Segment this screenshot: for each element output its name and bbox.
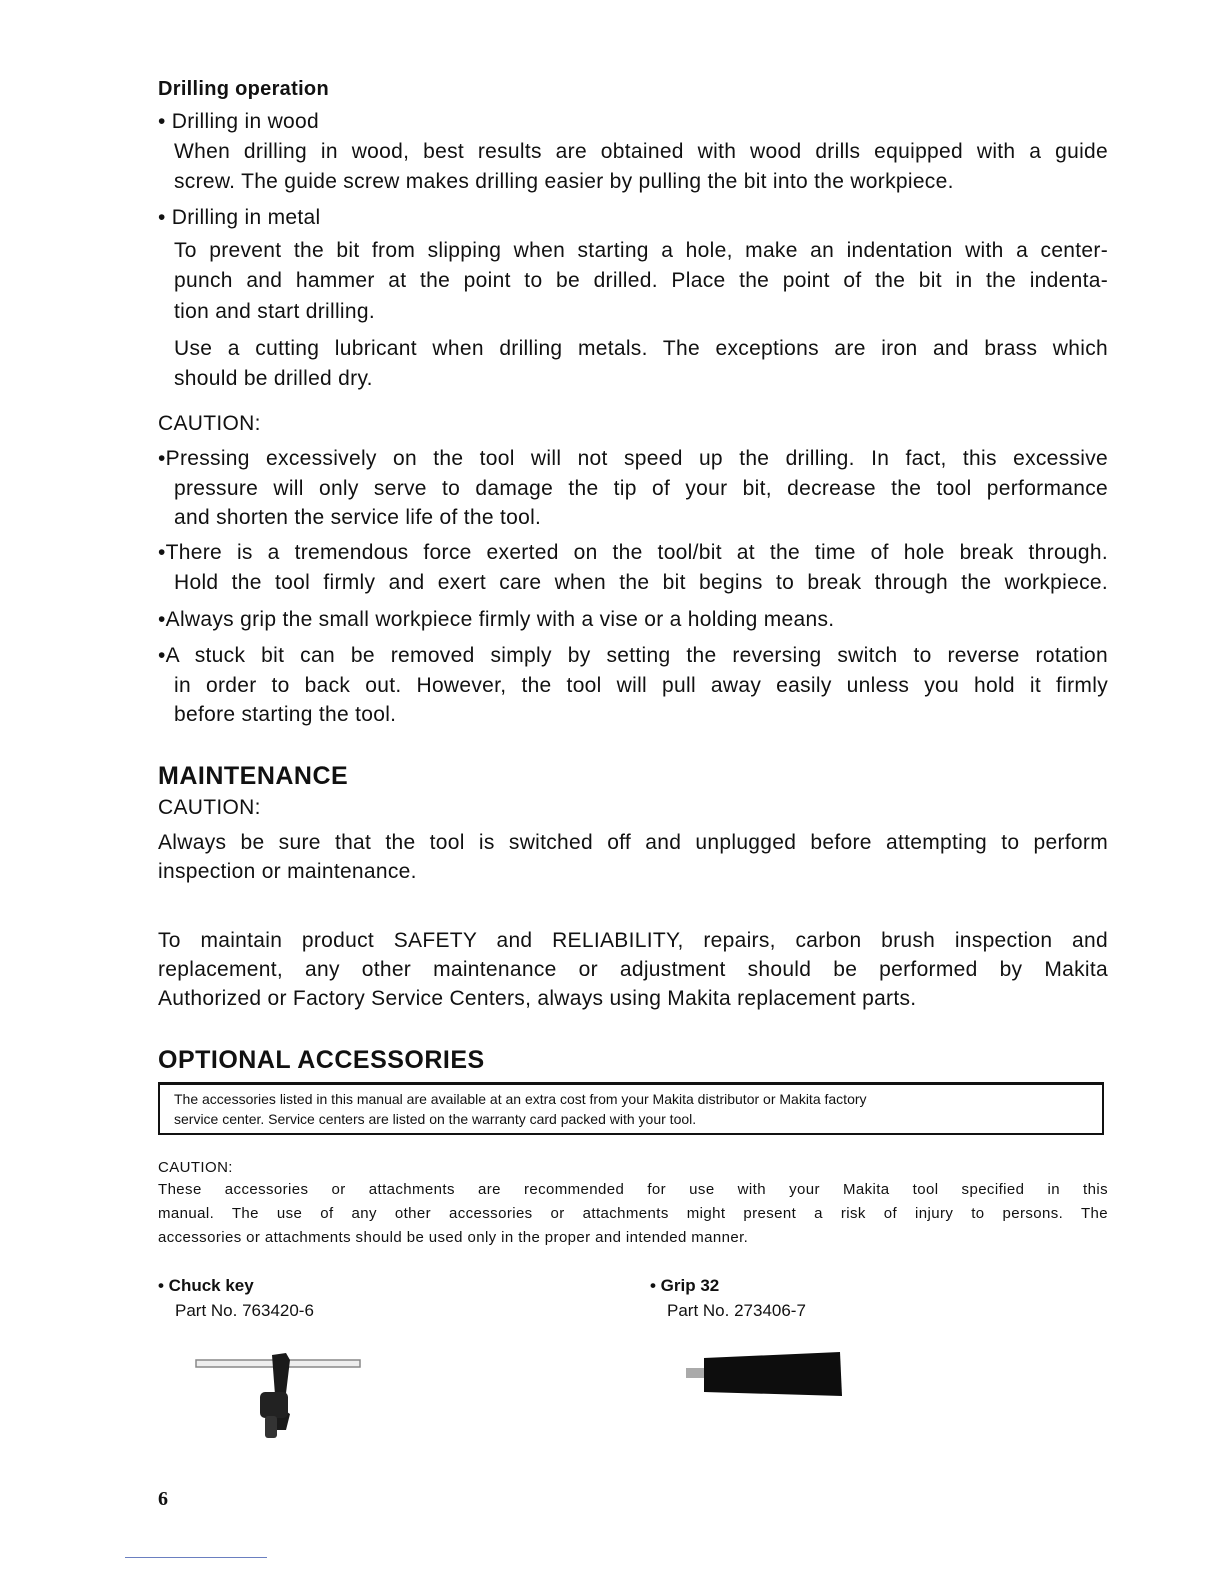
paragraph-line: replacement, any other maintenance or adjustment should be performed by Makita — [158, 958, 1108, 981]
page-number: 6 — [158, 1488, 168, 1510]
section-heading-accessories: OPTIONAL ACCESSORIES — [158, 1046, 485, 1074]
paragraph-line: Use a cutting lubricant when drilling metals. The exceptions are iron and brass which — [174, 337, 1108, 360]
paragraph-line: punch and hammer at the point to be drilled. Place the point of the bit in the indenta- — [174, 269, 1108, 292]
footer-rule — [125, 1557, 267, 1558]
paragraph-line: Authorized or Factory Service Centers, always using Makita replacement parts. — [158, 987, 917, 1010]
subheading-wood: • Drilling in wood — [158, 110, 319, 133]
caution-item-line: •Pressing excessively on the tool will not speed up the drilling. In fact, this excessive — [158, 447, 1108, 470]
chuck-key-illustration — [190, 1350, 370, 1450]
paragraph-line: manual. The use of any other accessories or attachments might present a risk of injury to persons. The — [158, 1205, 1108, 1222]
section-heading-drilling: Drilling operation — [158, 78, 329, 100]
caution-item-line: •A stuck bit can be removed simply by setting the reversing switch to reverse rotation — [158, 644, 1108, 667]
subheading-metal: • Drilling in metal — [158, 206, 321, 229]
paragraph-line: To prevent the bit from slipping when starting a hole, make an indentation with a center- — [174, 239, 1108, 262]
paragraph-line: When drilling in wood, best results are obtained with wood drills equipped with a guide — [174, 140, 1108, 163]
paragraph-line: should be drilled dry. — [174, 367, 373, 390]
caution-label: CAUTION: — [158, 1159, 233, 1176]
paragraph-line: To maintain product SAFETY and RELIABILITY, repairs, carbon brush inspection and — [158, 929, 1108, 952]
paragraph-line: accessories or attachments should be used only in the proper and intended manner. — [158, 1229, 749, 1246]
paragraph-line: inspection or maintenance. — [158, 860, 417, 883]
caution-item-line: and shorten the service life of the tool. — [174, 506, 542, 529]
grip-illustration — [680, 1350, 850, 1400]
caution-item-line: •There is a tremendous force exerted on the tool/bit at the time of hole break through. — [158, 541, 1108, 564]
accessory-part-number: Part No. 273406-7 — [667, 1301, 806, 1320]
accessories-notice-box — [158, 1082, 1104, 1135]
caution-item-line: •Always grip the small workpiece firmly with a vise or a holding means. — [158, 608, 835, 631]
accessory-part-number: Part No. 763420-6 — [175, 1301, 314, 1320]
paragraph-line: tion and start drilling. — [174, 300, 375, 323]
accessory-name-grip: • Grip 32 — [650, 1276, 720, 1295]
paragraph-line: screw. The guide screw makes drilling easier by pulling the bit into the workpiece. — [174, 170, 954, 193]
notice-line: service center. Service centers are listed on the warranty card packed with your tool. — [174, 1111, 697, 1127]
caution-item-line: in order to back out. However, the tool will pull away easily unless you hold it firmly — [174, 674, 1108, 697]
accessory-name-chuck-key: • Chuck key — [158, 1276, 254, 1295]
caution-item-line: pressure will only serve to damage the tip of your bit, decrease the tool performance — [174, 477, 1108, 500]
section-heading-maintenance: MAINTENANCE — [158, 762, 349, 790]
caution-label: CAUTION: — [158, 796, 261, 819]
notice-line: The accessories listed in this manual are available at an extra cost from your Makita distributor or Makita factory — [174, 1091, 867, 1107]
paragraph-line: These accessories or attachments are recommended for use with your Makita tool specified in this — [158, 1181, 1108, 1198]
caution-label: CAUTION: — [158, 412, 261, 435]
caution-item-line: before starting the tool. — [174, 703, 397, 726]
caution-item-line: Hold the tool firmly and exert care when the bit begins to break through the workpiece. — [174, 571, 1108, 594]
paragraph-line: Always be sure that the tool is switched off and unplugged before attempting to perform — [158, 831, 1108, 854]
